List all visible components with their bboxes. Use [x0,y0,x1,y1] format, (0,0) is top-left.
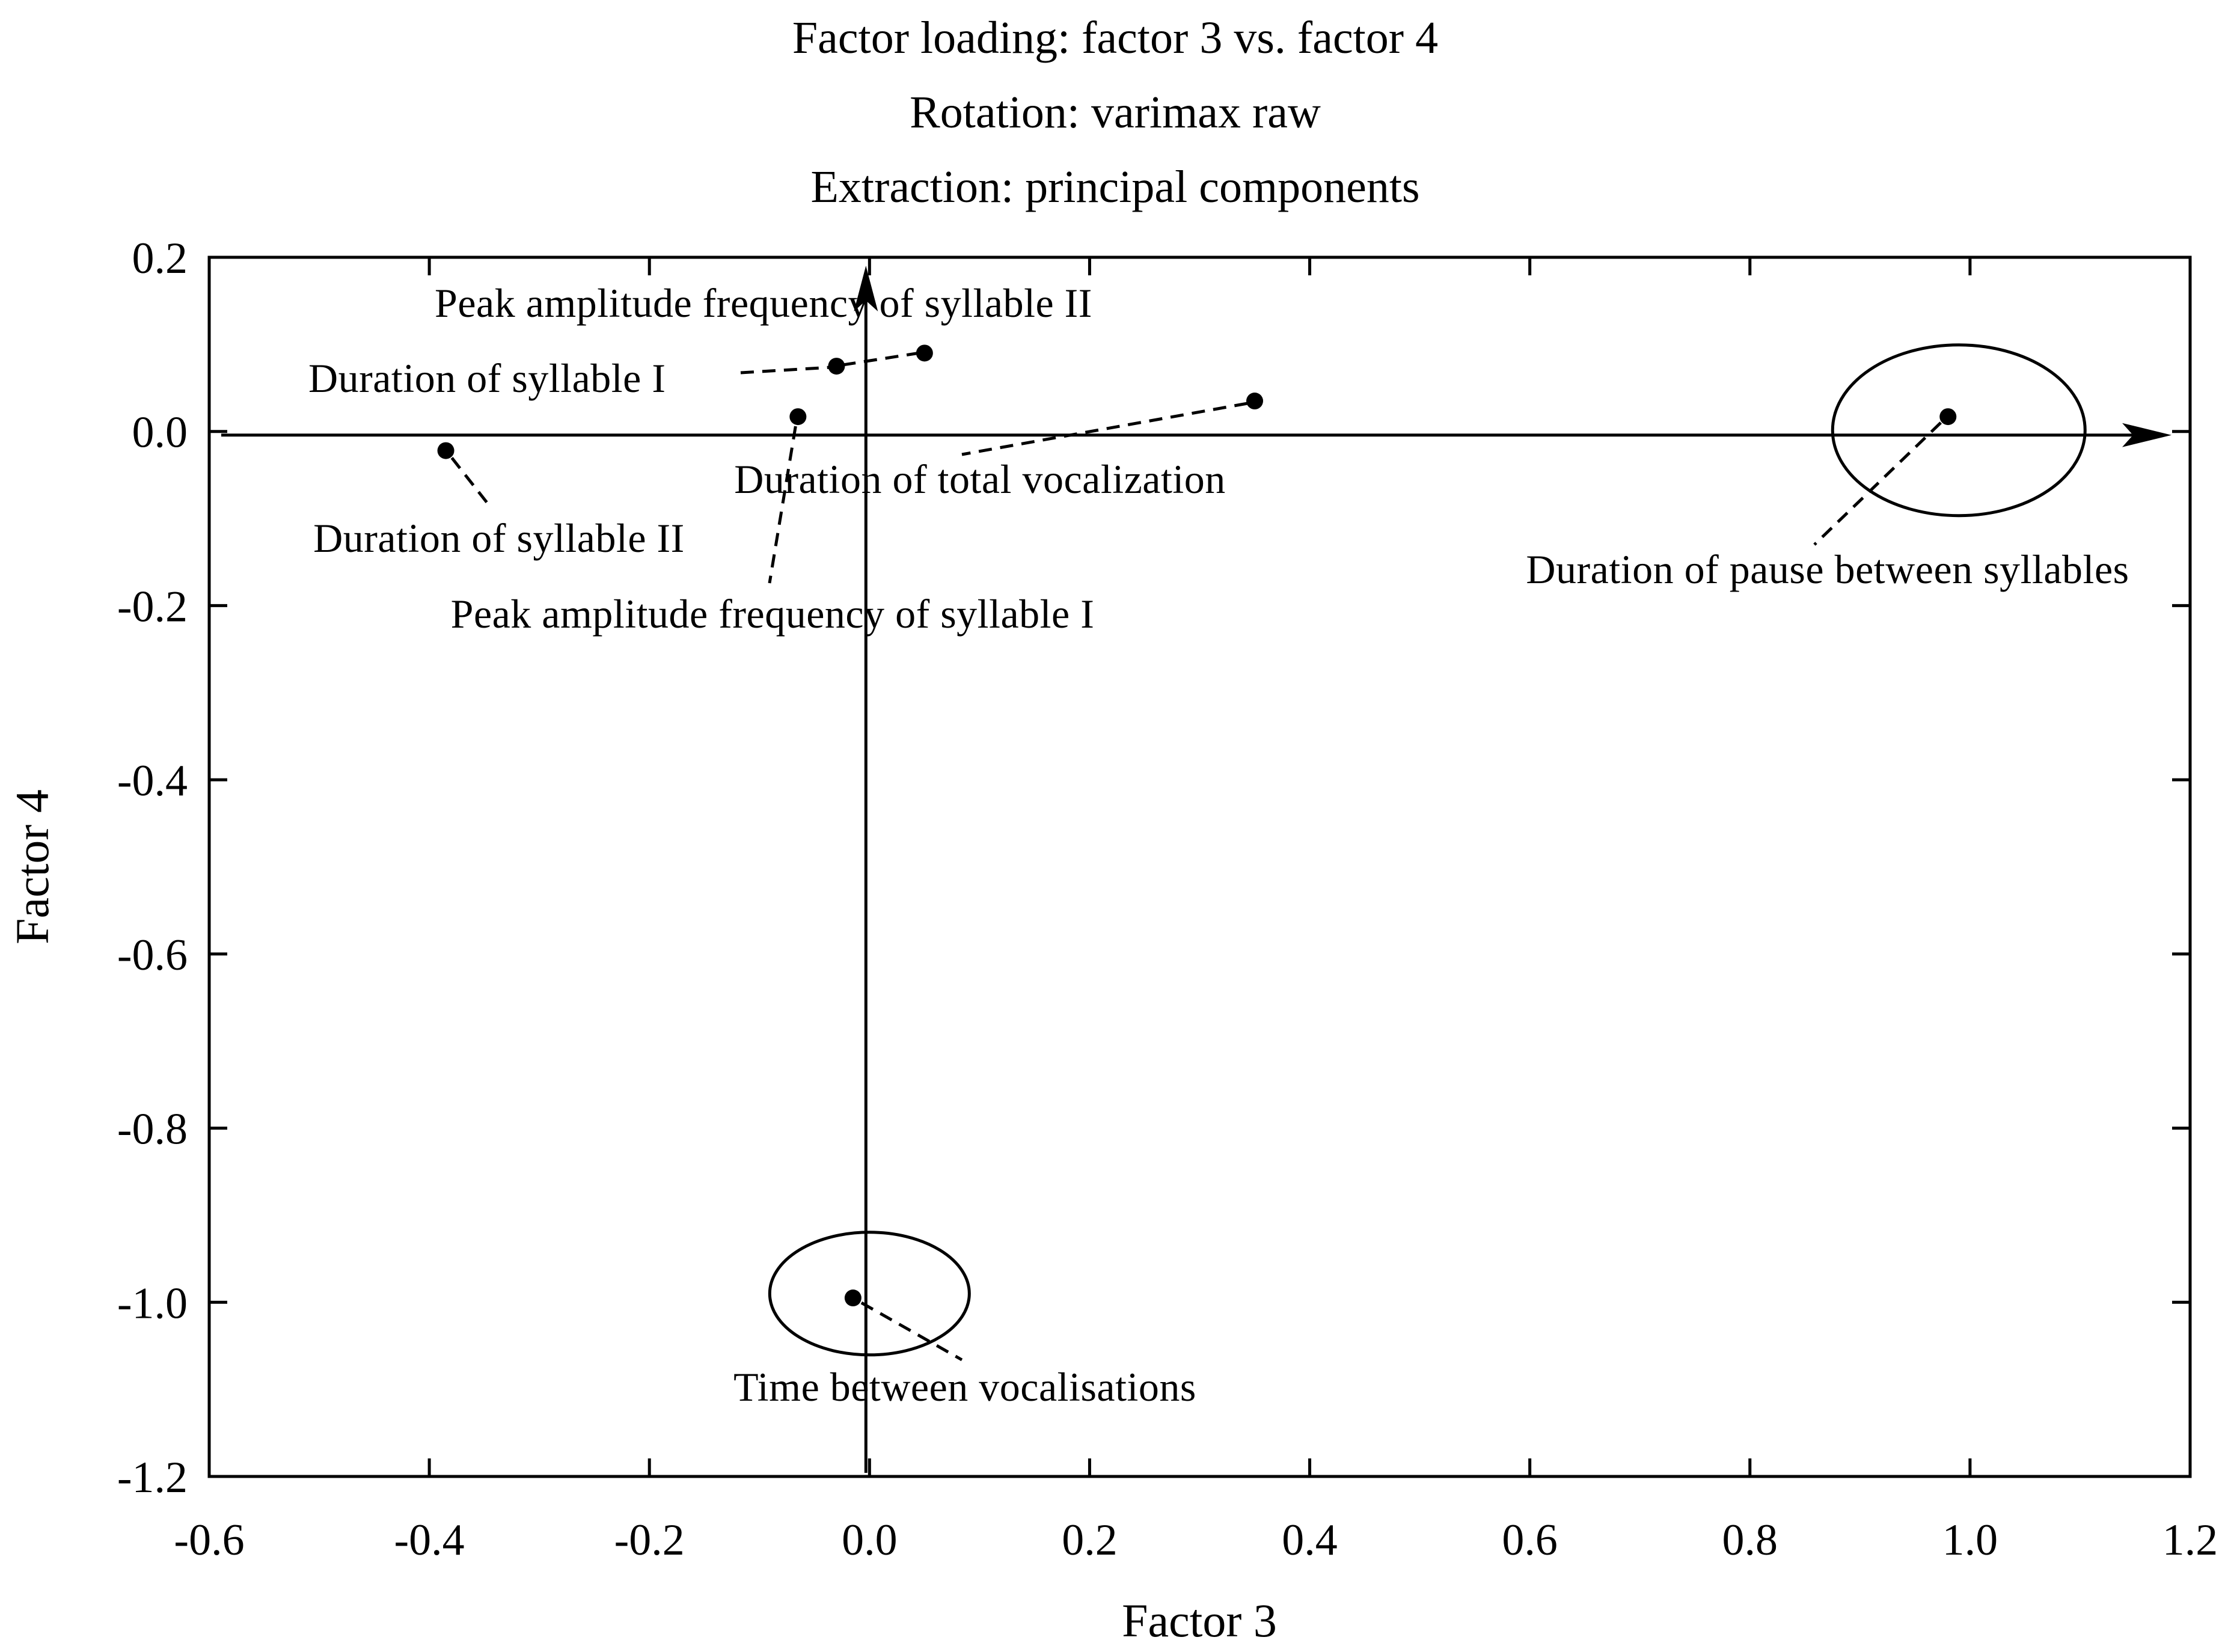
title-line-3: Extraction: principal components [810,162,1420,212]
x-tick-label: 1.0 [1942,1516,1998,1565]
x-axis-label: Factor 3 [1122,1594,1277,1647]
data-point [916,344,933,361]
y-tick-label: -1.2 [117,1453,188,1502]
point-label: Duration of pause between syllables [1526,546,2129,592]
title-line-1: Factor loading: factor 3 vs. factor 4 [792,13,1439,63]
x-tick-label: -0.6 [174,1516,245,1565]
point-label: Peak amplitude frequency of syllable II [435,280,1092,326]
x-tick-label: 0.0 [842,1516,898,1565]
x-tick-label: 0.6 [1502,1516,1558,1565]
leader-line [770,426,795,583]
leader-line [741,367,830,373]
zero-axes [221,266,2171,1473]
point-label: Duration of total vocalization [734,456,1226,502]
x-tick-label: -0.2 [614,1516,685,1565]
y-tick-label: -0.8 [117,1104,188,1154]
y-tick-label: -1.0 [117,1279,188,1329]
y-tick-label: 0.0 [132,408,188,457]
point-label: Time between vocalisations [733,1364,1196,1410]
data-point [438,442,454,459]
plot-frame [209,257,2190,1476]
point-label: Duration of syllable II [313,515,685,561]
point-label: Duration of syllable I [308,355,666,401]
y-axis-label: Factor 4 [6,789,58,944]
highlight-circle-time [770,1232,969,1355]
title-line-2: Rotation: varimax raw [910,87,1321,138]
chart-title [792,13,1438,212]
data-point [789,408,806,425]
point-label: Peak amplitude frequency of syllable I [450,591,1095,637]
x-tick-label: 0.2 [1062,1516,1118,1565]
x-tick-label: -0.4 [394,1516,465,1565]
y-tick-label: -0.6 [117,930,188,980]
y-tick-label: 0.2 [132,234,188,283]
leader-line [842,353,918,365]
x-tick-label: 0.4 [1282,1516,1338,1565]
leader-line [452,458,487,503]
y-tick-label: -0.2 [117,582,188,632]
leader-line [962,403,1247,454]
data-point [828,358,845,375]
data-point [845,1289,861,1306]
y-axis-ticks [117,234,2190,1502]
x-tick-label: 0.8 [1722,1516,1778,1565]
y-tick-label: -0.4 [117,756,188,806]
point-labels [308,280,2129,1410]
data-point [1939,408,1956,425]
x-tick-label: 1.2 [2162,1516,2218,1565]
data-point [1246,393,1263,409]
leader-lines [452,353,1941,1360]
